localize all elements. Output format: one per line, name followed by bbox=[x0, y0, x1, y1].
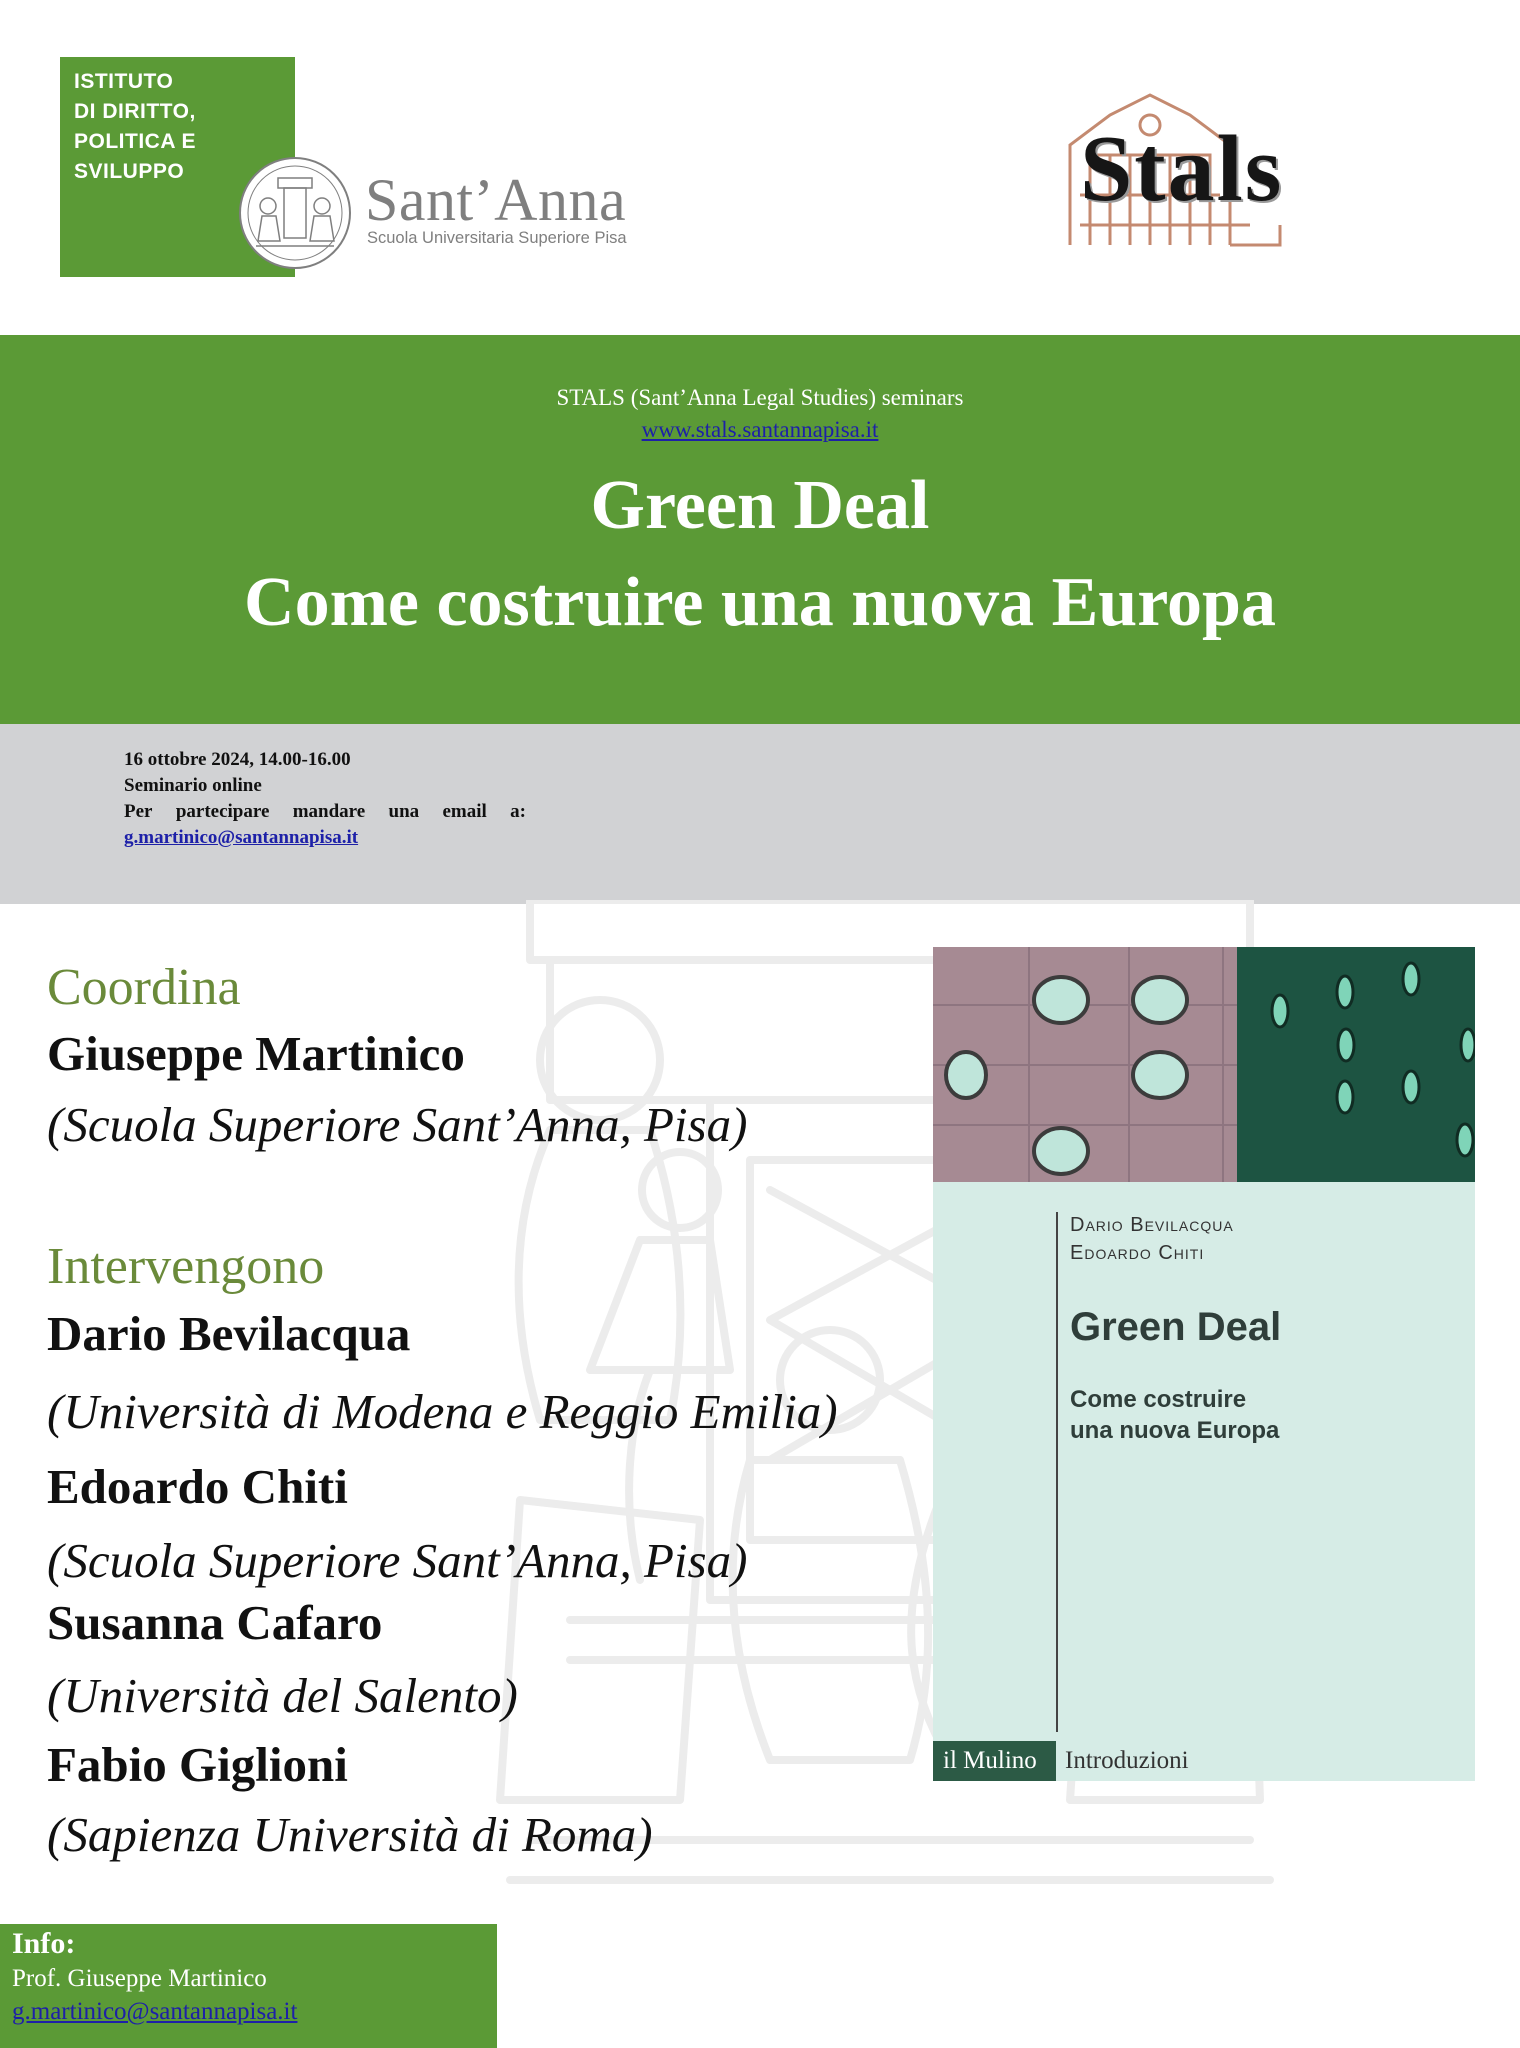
event-details bbox=[124, 747, 526, 851]
institute-line: SVILUPPO bbox=[74, 160, 185, 183]
coordinator-affiliation: (Scuola Superiore Sant’Anna, Pisa) bbox=[47, 1097, 748, 1152]
speaker-name: Susanna Cafaro bbox=[47, 1595, 383, 1650]
speaker-name: Fabio Giglioni bbox=[47, 1737, 348, 1792]
seminar-series: STALS (Sant’Anna Legal Studies) seminars bbox=[556, 385, 964, 410]
title-line-1: Green Deal bbox=[590, 467, 930, 544]
book-authors bbox=[1070, 1211, 1234, 1267]
building-facade-image bbox=[933, 947, 1475, 1182]
stals-website-link[interactable]: www.stals.santannapisa.it bbox=[641, 417, 879, 442]
info-box bbox=[0, 1924, 497, 2048]
book-title: Green Deal bbox=[1070, 1305, 1282, 1349]
speaker-name: Dario Bevilacqua bbox=[47, 1306, 411, 1361]
coordinator-name: Giuseppe Martinico bbox=[47, 1026, 465, 1081]
school-subtitle: Scuola Universitaria Superiore Pisa bbox=[367, 229, 627, 247]
institute-line: DI DIRITTO, bbox=[74, 100, 196, 123]
book-author: Edoardo Chiti bbox=[1070, 1242, 1205, 1264]
coordinator-heading: Coordina bbox=[47, 959, 241, 1016]
participate-word: email bbox=[442, 801, 487, 822]
event-date-time: 16 ottobre 2024, 14.00-16.00 bbox=[124, 749, 351, 770]
participate-word: partecipare bbox=[175, 801, 270, 822]
event-details-band bbox=[0, 724, 1520, 904]
speaker-affiliation: (Università del Salento) bbox=[47, 1668, 518, 1723]
institute-line: POLITICA E bbox=[74, 130, 197, 153]
title-line-2: Come costruire una nuova Europa bbox=[244, 564, 1276, 641]
institute-line: ISTITUTO bbox=[74, 70, 174, 93]
book-publisher: il Mulino bbox=[933, 1741, 1056, 1781]
book-subtitle bbox=[1070, 1384, 1370, 1446]
participate-word: Per bbox=[124, 801, 153, 822]
speaker-name: Edoardo Chiti bbox=[47, 1459, 348, 1514]
school-name: Sant’Anna bbox=[365, 167, 627, 233]
event-format: Seminario online bbox=[124, 775, 262, 796]
participate-word: mandare bbox=[292, 801, 366, 822]
book-cover bbox=[933, 947, 1475, 1781]
book-subtitle-line: Come costruire bbox=[1070, 1386, 1247, 1413]
info-heading: Info: bbox=[12, 1927, 76, 1960]
title-band bbox=[0, 335, 1520, 724]
registration-email-link[interactable]: g.martinico@santannapisa.it bbox=[124, 827, 359, 848]
participate-word: a: bbox=[510, 801, 526, 822]
book-subtitle-line: una nuova Europa bbox=[1070, 1417, 1280, 1444]
participate-word: una bbox=[388, 801, 420, 822]
participate-instructions bbox=[124, 799, 526, 825]
stals-logo-text: Stals bbox=[1080, 117, 1284, 221]
speakers-heading: Intervengono bbox=[47, 1238, 325, 1295]
info-contact-name: Prof. Giuseppe Martinico bbox=[12, 1965, 267, 1992]
info-email-link[interactable]: g.martinico@santannapisa.it bbox=[12, 1998, 298, 2025]
speaker-affiliation: (Sapienza Università di Roma) bbox=[47, 1807, 653, 1862]
book-vertical-rule bbox=[1056, 1212, 1058, 1732]
santanna-seal-icon bbox=[238, 156, 352, 270]
book-author: Dario Bevilacqua bbox=[1070, 1214, 1234, 1236]
speaker-affiliation: (Scuola Superiore Sant’Anna, Pisa) bbox=[47, 1533, 748, 1588]
speaker-affiliation: (Università di Modena e Reggio Emilia) bbox=[47, 1384, 838, 1439]
seminar-title bbox=[0, 457, 1520, 651]
book-series: Introduzioni bbox=[1065, 1747, 1189, 1774]
